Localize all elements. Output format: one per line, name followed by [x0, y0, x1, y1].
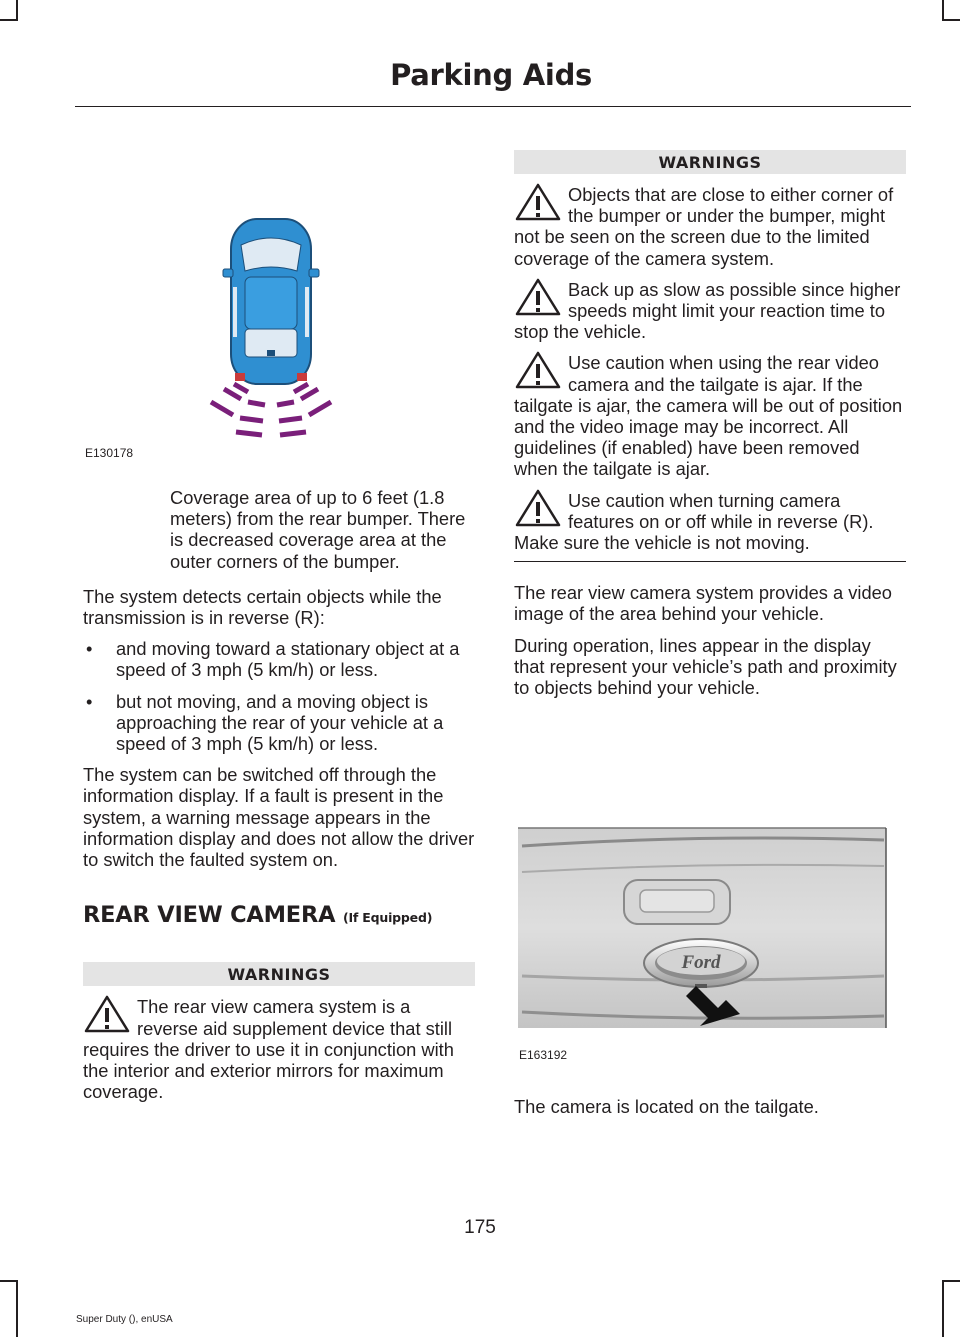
car-top-view-icon — [223, 219, 319, 384]
right-column — [514, 150, 906, 708]
figure-code: E130178 — [85, 446, 134, 460]
detect-intro: The system detects certain objects while the transmission is in reverse (R): — [83, 585, 442, 629]
warnings-title-bar: WARNINGS — [514, 150, 906, 174]
section-heading-rear-view-camera — [83, 902, 475, 929]
crop-mark — [16, 1280, 18, 1337]
crop-mark — [942, 19, 960, 21]
warning-item — [514, 184, 906, 269]
bullet-mark: • — [86, 638, 93, 660]
camera-provides-description: The rear view camera system provides a video image of the area behind your vehicle. — [514, 582, 892, 625]
crop-mark — [942, 0, 944, 20]
warning-text: Objects that are close to either corner of the bumper or under the bumper, might not be seen on the screen due to the limited coverage of the camera system. — [514, 184, 894, 269]
warning-text: Use caution when using the rear video camera and the tailgate is ajar. If the tailgate is ajar, the camera will be out of position and the video image may be incorrect. All guidelines (if enabled) have been removed when the tailgate is ajar. — [514, 352, 903, 480]
crop-mark — [942, 1280, 944, 1337]
warning-triangle-icon — [514, 277, 562, 317]
list-item-text: but not moving, and a moving object is approaching the rear of your vehicle at a speed of 3 mph (5 km/h) or less. — [116, 690, 444, 755]
header-divider — [75, 106, 911, 107]
figure-code: E163192 — [519, 1048, 568, 1062]
tailgate-badge-text: Ford — [681, 952, 721, 973]
list-item — [83, 638, 475, 680]
list-item — [83, 691, 475, 755]
footer-doc-info: Super Duty (), enUSA — [76, 1314, 173, 1325]
parking-sensor-coverage-figure — [83, 207, 413, 459]
sensor-waves-icon — [211, 384, 331, 435]
left-column — [83, 487, 475, 1102]
list-item-text: and moving toward a stationary object at a speed of 3 mph (5 km/h) or less. — [116, 638, 460, 681]
crop-mark — [0, 1280, 18, 1282]
crop-mark — [0, 19, 18, 21]
page-number: 175 — [464, 1217, 496, 1238]
crop-mark — [942, 1280, 960, 1282]
warning-item — [514, 490, 906, 554]
camera-location-text: The camera is located on the tailgate. — [514, 1096, 819, 1118]
crop-mark — [16, 0, 18, 20]
tailgate-camera-figure — [516, 826, 888, 1048]
warning-item — [514, 279, 906, 343]
warning-triangle-icon — [514, 350, 562, 390]
page-title: Parking Aids — [390, 58, 592, 92]
warning-text: The rear view camera system is a reverse aid supplement device that still requires the driver to use it in conjunction with the interior and exterior mirrors for maximum coverage. — [83, 996, 454, 1103]
warning-triangle-icon — [514, 488, 562, 528]
bullet-mark: • — [86, 690, 93, 712]
warning-triangle-icon — [514, 182, 562, 222]
warning-item — [514, 352, 906, 479]
warning-text: Back up as slow as possible since higher speeds might limit your reaction time to stop the vehicle. — [514, 278, 901, 343]
warning-item — [83, 996, 475, 1102]
warnings-end-divider — [514, 561, 906, 562]
warning-triangle-icon — [83, 994, 131, 1034]
warnings-title-bar: WARNINGS — [83, 962, 475, 986]
section-qualifier: (If Equipped) — [342, 910, 433, 926]
guidelines-description: During operation, lines appear in the display that represent your vehicle’s path and proximity to objects behind your vehicle. — [514, 634, 897, 699]
section-heading-text: REAR VIEW CAMERA — [83, 902, 336, 929]
switch-off-description: The system can be switched off through the information display. If a fault is present in the system, a warning message appears in the information display and does not allow the driver to switch the faulted system on. — [83, 764, 475, 871]
detect-conditions-list — [83, 638, 475, 754]
coverage-description: Coverage area of up to 6 feet (1.8 meters) from the rear bumper. There is decreased coverage area at the outer corners of the bumper. — [170, 487, 466, 572]
warning-text: Use caution when turning camera features on or off while in reverse (R). Make sure the vehicle is not moving. — [514, 489, 874, 554]
